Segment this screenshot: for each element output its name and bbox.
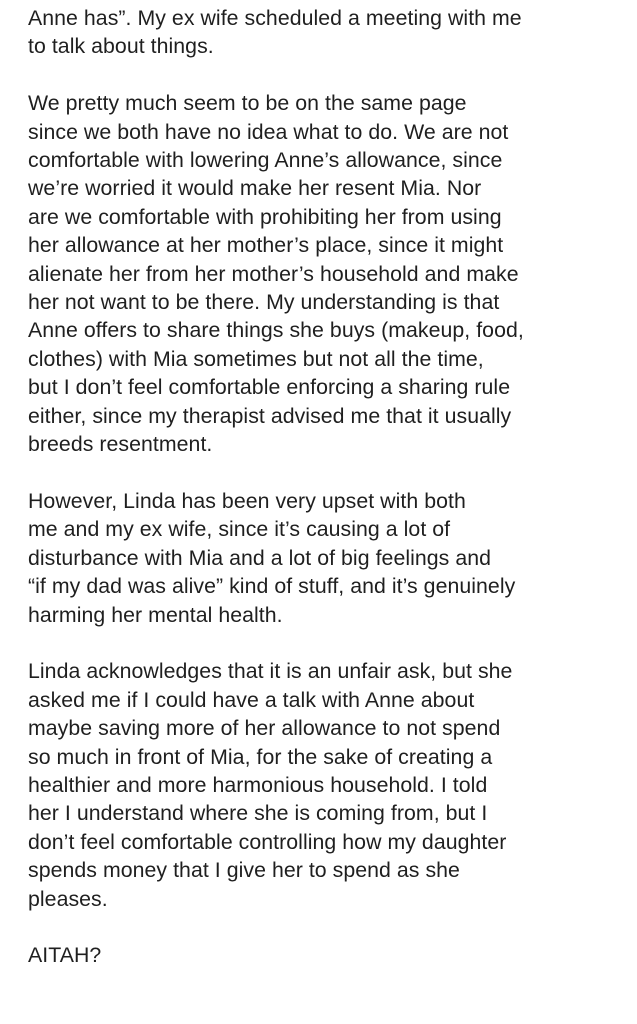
text-line: so much in front of Mia, for the sake of creating a [28,744,493,769]
text-line: Anne offers to share things she buys (makeup, food, [28,318,524,343]
text-line: her not want to be there. My understanding is that [28,290,500,315]
text-line: maybe saving more of her allowance to not spend [28,716,501,741]
text-line: don’t feel comfortable controlling how my daughter [28,829,507,854]
paragraph-unfair-ask [28,657,628,913]
paragraph-linda-upset [28,487,628,629]
text-line: spends money that I give her to spend as she [28,858,460,883]
text-line: alienate her from her mother’s household and make [28,261,519,286]
text-line: harming her mental health. [28,602,283,627]
text-line: breeds resentment. [28,432,213,457]
text-line: we’re worried it would make her resent Mia. Nor [28,176,482,201]
text-line: We pretty much seem to be on the same page [28,91,467,116]
text-line: “if my dad was alive” kind of stuff, and it’s genuinely [28,574,516,599]
text-line: her I understand where she is coming from, but I [28,801,488,826]
text-line: her allowance at her mother’s place, since it might [28,233,504,258]
paragraph-same-page [28,89,628,458]
text-line: comfortable with lowering Anne’s allowance, since [28,148,503,173]
text-line: AITAH? [28,943,102,968]
text-line: since we both have no idea what to do. We are not [28,119,509,144]
text-line: are we comfortable with prohibiting her from using [28,204,502,229]
text-line: either, since my therapist advised me that it usually [28,403,512,428]
text-line: Linda acknowledges that it is an unfair ask, but she [28,659,513,684]
text-line: disturbance with Mia and a lot of big feelings and [28,545,492,570]
text-line: me and my ex wife, since it’s causing a lot of [28,517,451,542]
paragraph-aitah [28,941,628,969]
text-line: However, Linda has been very upset with both [28,488,466,513]
text-line: to talk about things. [28,34,214,59]
text-line: asked me if I could have a talk with Anne about [28,687,475,712]
text-line: pleases. [28,886,108,911]
text-line: clothes) with Mia sometimes but not all the time, [28,346,484,371]
text-line: Anne has”. My ex wife scheduled a meeting with me [28,6,522,30]
text-line: but I don’t feel comfortable enforcing a sharing rule [28,375,511,400]
text-line: healthier and more harmonious household. I told [28,772,488,797]
post-body [28,4,628,998]
paragraph-meeting [28,4,628,61]
